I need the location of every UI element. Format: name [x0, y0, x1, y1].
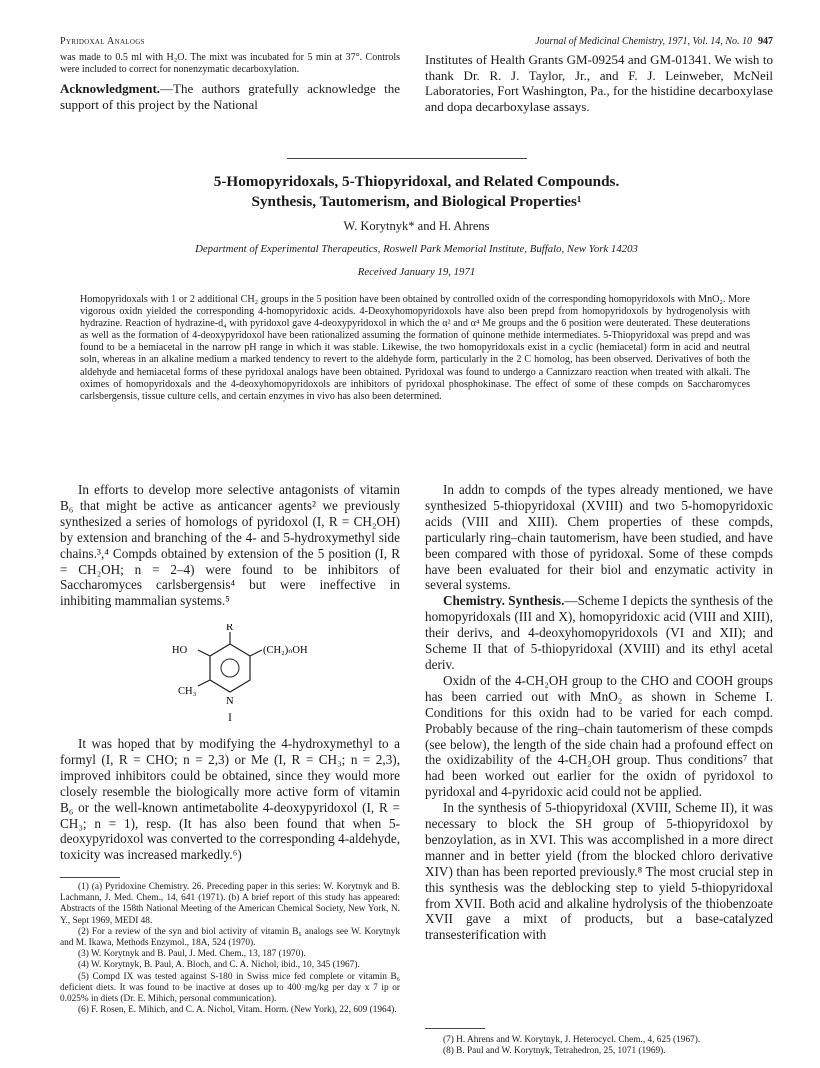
- previous-article-text: was made to 0.5 ml with H₂O. The mixt was incubated for 5 min at 37°. Controls were included to correct for nonenzymatic decarboxylation.: [60, 52, 400, 75]
- footnotes-left: [60, 882, 400, 1016]
- journal-page: [60, 0, 773, 1068]
- intro-paragraph-1: [60, 482, 400, 609]
- article-received-date: Received January 19, 1971: [357, 266, 476, 278]
- pyridine-ring-diagram: [60, 624, 400, 714]
- page-number: 947: [758, 36, 773, 47]
- structure-label: I: [228, 710, 232, 724]
- article-title: [60, 172, 773, 212]
- footnote-item: (3) W. Korytnyk and B. Paul, J. Med. Chem., 13, 187 (1970).: [78, 949, 306, 960]
- right-text-1: In addn to compds of the types already mentioned, we have synthesized 5-thiopyridoxal (XVIII) and two 5-homopyridoxic acids (VIII and XIII). Chem properties of these compds, particularly ring–chain tautomerism, have been studied, and have been compared with those of pyridoxal. Some of these compds have been evaluated for their biol and enzymatic activity in several systems.: [425, 482, 773, 593]
- right-text-3: Oxidn of the 4-CH₂OH group to the CHO and COOH groups has been carried out with MnO₂ as shown in Scheme I. Conditions for this oxidn had to be varied for each compd. Probably because of the ring–chain tautomerism of these compds (see below), the length of the side chain had a profound effect on the oxidizability of the 4-CH₂OH group. Thus conditions⁷ that had been worked out earlier for the oxidn of pyridoxol to pyridoxal and 4-pyridoxic acid could not be applied.: [425, 672, 773, 800]
- chemistry-text: —Scheme I depicts the synthesis of the homopyridoxals (III and X), homopyridoxic acid (VIII and XIII), their derivs, and 4-deoxyhomopyridoxols (VI and XII); and Scheme II that of 5-thiopyridoxal (XVIII) and its ethyl acetal deriv.: [425, 593, 774, 672]
- footnote-item: (6) F. Rosen, E. Mihich, and C. A. Nichol, Vitam. Horm. (New York), 22, 609 (1964).: [78, 1005, 397, 1016]
- acknowledgment-continued: Institutes of Health Grants GM-09254 and GM-01341. We wish to thank Dr. R. J. Taylor, Jr., and F. J. Leinweber, McNeil Laboratories, Fort Washington, Pa., for the histidine decarboxylase and dopa decarboxylase assays.: [425, 52, 773, 114]
- right-text-4: In the synthesis of 5-thiopyridoxal (XVIII, Scheme II), it was necessary to block the SH group of 5-thiopyridoxol by benzoylation, as in XVI. This was accomplished in a more direct manner and in better yield (from the blocked chloro derivative XIV) than has been reported previously.⁸ The most crucial step in this synthesis was the deblocking step to yield 5-thiopyridoxal from XVII. Both acid and alkaline hydrolysis of the thiobenzoate XVII gave a mixt of products, but a base-catalyzed transesterification with: [425, 800, 773, 943]
- footnote-rule-left: [60, 877, 120, 878]
- acknowledgment-heading: Acknowledgment.: [60, 81, 161, 97]
- substituent-ho: HO: [172, 645, 188, 656]
- journal-citation: Journal of Medicinal Chemistry, 1971, Vol. 14, No. 10: [535, 36, 752, 47]
- running-head-journal: [535, 36, 773, 47]
- footnote-item: (2) For a review of the syn and biol activity of vitamin B₆ analogs see W. Korytnyk and M. Ikawa, Methods Enzymol., 18A, 524 (1970).: [60, 926, 400, 949]
- chemistry-heading: Chemistry. Synthesis.: [443, 593, 565, 609]
- intro-text-1: In efforts to develop more selective antagonists of vitamin B₆ that might be active as anticancer agents² we previously synthesized a series of homologs of pyridoxol (I, R = CH₂OH) by extension and branching of the 4- and 5-hydroxymethyl side chains.³,⁴ Compds obtained by extension of the 5 position (I, R = CH₂OH; n = 2–4) were found to be inhibitors of Saccharomyces carlsbergensis⁴ but were ineffective in inhibiting mammalian systems.⁵: [60, 482, 400, 609]
- substituent-ch3: CH₃: [178, 686, 197, 697]
- article-title-line1: 5-Homopyridoxals, 5-Thiopyridoxal, and Related Compounds.: [213, 173, 620, 190]
- article-abstract: Homopyridoxals with 1 or 2 additional CH₂ groups in the 5 position have been obtained by controlled oxidn of the corresponding homopyridoxols with MnO₂. More vigorous oxidn yielded the corresponding 4-homopyridoxic acids. 4-Deoxyhomopyridoxols have also been prepd from homopyridoxols by hydrogenolysis with hydrazine. Reaction of hydrazine-d₄ with pyridoxol gave 4-deoxypyridoxol in which the α² and α⁴ Me groups and the 6 position were deuterated. These deuterations as well as the formation of 4-deoxypyridoxol have been rationalized assuming the formation of quinone methide intermediates. 5-Thiopyridoxal was prepd and was found to be a hemiacetal in the narrow pH range in which it was stable. Likewise, the two homopyridoxals exist in a cyclic (hemiacetal) form in acid and neutral soln, whereas in an alkaline medium a marked tendency to revert to the aldehyde form, particularly in the 2 C homolog, has been observed. Derivatives of both the aldehyde and hemiacetal forms of these pyridoxal analogs have been obtained. Pyridoxal was found to undergo a Cannizzaro reaction when treated with alkali. The oximes of homopyridoxals and the 4-deoxyhomopyridoxols are inhibitors of pyridoxal phosphokinase. The effect of some of these compds on Saccharomyces carlsbergensis, tissue culture cells, and certain enzymes in vivo has also been determined.: [80, 294, 750, 402]
- footnote-item: (5) Compd IX was tested against S-180 in Swiss mice fed complete or vitamin B₆ deficient diets. It was found to be inactive at doses up to 400 mg/kg per day x 7 ip or 0.025% in diets (Dr. E. Mihich, personal communication).: [60, 971, 400, 1005]
- ring-nitrogen: N: [226, 696, 234, 707]
- chemical-structure-I: [60, 624, 400, 734]
- substituent-chain: (CH₂)ₙOH: [263, 645, 308, 656]
- previous-article-end-right: [425, 52, 773, 114]
- article-affiliation: Department of Experimental Therapeutics, Roswell Park Memorial Institute, Buffalo, New York 14203: [195, 243, 638, 255]
- footnotes-right: [425, 1035, 773, 1057]
- footnote-item: (1) (a) Pyridoxine Chemistry. 26. Preceding paper in this series: W. Korytnyk and B. Lachmann, J. Med. Chem., 14, 641 (1971). (b) A brief report of this study has appeared: Abstracts of the 158th National Meeting of the American Chemical Society, New York, N. Y., Sept 1969, MEDI 48.: [60, 882, 400, 926]
- running-head-title: Pyridoxal Analogs: [60, 36, 145, 47]
- footnote-item: (7) H. Ahrens and W. Korytnyk, J. Heterocycl. Chem., 4, 625 (1967).: [443, 1035, 701, 1045]
- substituent-r: R: [226, 624, 234, 633]
- intro-paragraph-2: [60, 736, 400, 863]
- acknowledgment-text: —The authors gratefully acknowledge the support of this project by the National: [60, 81, 400, 112]
- previous-article-end-left: [60, 52, 400, 112]
- acknowledgment-paragraph: [60, 81, 400, 112]
- footnote-item: (8) B. Paul and W. Korytnyk, Tetrahedron, 25, 1071 (1969).: [443, 1046, 666, 1057]
- chemistry-paragraph: [425, 593, 773, 673]
- article-separator-rule: [287, 158, 527, 159]
- footnote-item: (4) W. Korytnyk, B. Paul, A. Bloch, and C. A. Nichol, ibid., 10, 345 (1967).: [78, 960, 360, 971]
- right-column-body: [425, 482, 773, 943]
- article-authors: W. Korytnyk* and H. Ahrens: [343, 219, 490, 233]
- intro-text-2: It was hoped that by modifying the 4-hydroxymethyl to a formyl (I, R = CHO; n = 2,3) or Me (I, R = CH₃; n = 2,3), improved inhibitors could be obtained, since they would more closely resemble the biologically more active form of vitamin B₆ or the well-known antimetabolite 4-deoxypyridoxol (I, R = CH₃; n = 1), resp. (It has also been found that when 5-deoxypyridoxol was converted to the corresponding 4-aldehyde, toxicity was increased markedly.⁶): [60, 736, 400, 863]
- footnote-rule-right: [425, 1028, 485, 1029]
- article-title-line2: Synthesis, Tautomerism, and Biological Properties¹: [251, 193, 582, 210]
